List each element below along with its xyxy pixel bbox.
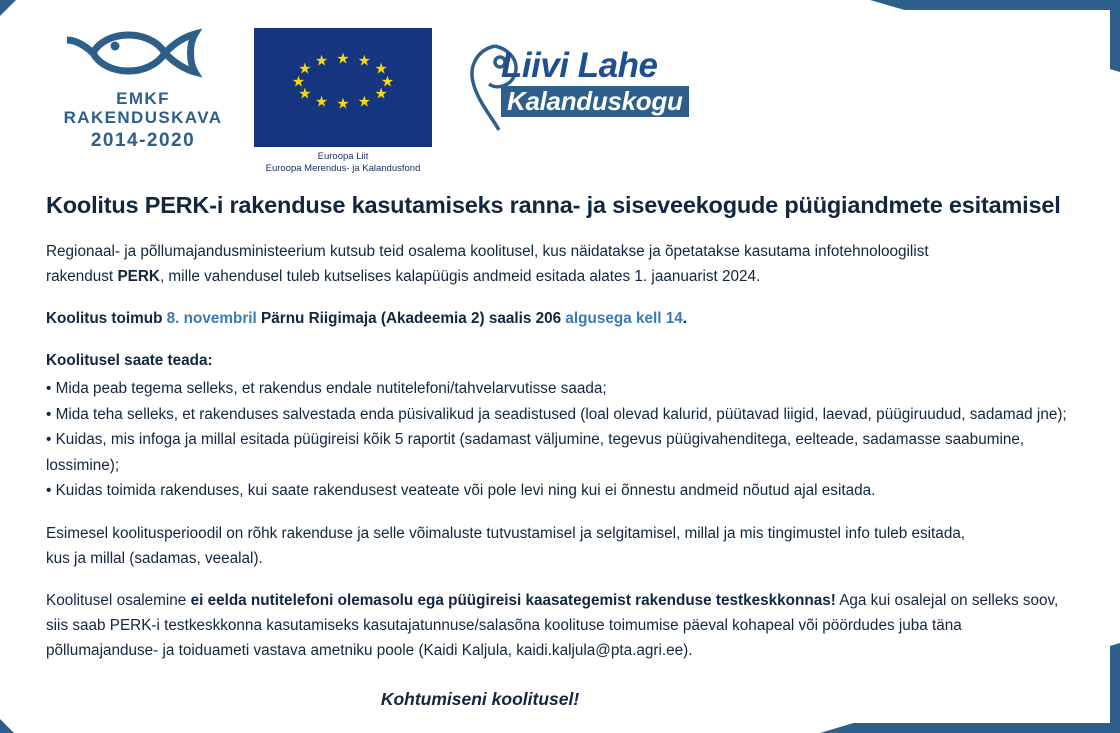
intro-line-2-pre: rakendust [46,268,118,285]
event-details [46,306,1074,331]
intro-paragraph [46,239,1074,289]
logo-strip [10,10,1110,192]
closing-line: Kohtumiseni koolitusel! [380,688,580,709]
liivi-logo-text [501,48,689,117]
event-date: 8. novembril [166,310,257,327]
list-item: • Mida teha selleks, et rakenduses salvestada enda püsivalikud ja seadistused (loal olevad kalurid, püütavad liigid, laevad, püügiruudud, sadamad jne); [46,405,1067,423]
first-period-line-1: Esimesel koolitusperioodil on rõhk rakenduse ja selle võimaluste tutvustamisel ja selgitamisel, millal ja mis tingimustel info tuleb esitada, [46,524,966,542]
event-time: algusega kell 14 [565,310,683,327]
participation-line-2: siis saab PERK-i testkeskkonna kasutamiseks kasutajatunnuse/salasõna koolituse toimumise päeval kohapeal või pöördudes juba täna [46,616,962,634]
eu-flag-icon: ★ ★ ★ ★ ★ ★ ★ ★ ★ ★ ★ ★ [254,28,432,147]
list-item: • Kuidas toimida rakenduses, kui saate rakendusest veateate või pole levi ning kui ei õnnestu andmeid nõutud ajal esitada. [46,482,876,499]
liivi-lahe-logo [465,34,695,144]
intro-line-2-post: , mille vahendusel tuleb kutselises kalapüügis andmeid esitada alates 1. jaanuarist 2024. [159,268,761,285]
emkf-line1: EMKF [116,89,170,108]
event-end-punct: . [682,310,688,327]
liivi-line1: Liivi Lahe [501,46,658,85]
first-period-paragraph [46,521,1074,571]
emkf-years: 2014-2020 [90,130,196,151]
eu-caption-line1: Euroopa Liit [317,151,369,162]
page-title: Koolitus PERK-i rakenduse kasutamiseks ranna- ja siseveekogude püügiandmete esitamisel [46,192,1061,218]
emkf-logo-text [48,89,238,127]
emkf-line2: RAKENDUSKAVA [63,108,223,127]
event-place: Pärnu Riigimaja (Akadeemia 2) saalis 206 [261,310,562,327]
liivi-line2: Kalanduskogu [501,86,689,117]
topics-heading: Koolitusel saate teada: [46,352,213,369]
perk-keyword: PERK [117,268,160,285]
fish-icon [48,22,238,84]
topics-block [46,348,1074,504]
participation-highlight: ei eelda nutitelefoni olemasolu ega püügireisi kaasategemist rakenduse testkeskkonnas! [190,591,836,609]
list-item: • Mida peab tegema selleks, et rakendus endale nutitelefoni/tahvelarvutisse saada; [46,380,607,397]
list-item: • Kuidas, mis infoga ja millal esitada püügireisi kõik 5 raportit (sadamast väljumine, tegevus püügivahenditega, eelteade, sadamasse saabumine, lossimine); [46,431,1025,474]
participation-line-1-pre: Koolitusel osalemine [46,591,191,609]
eu-logo [238,28,448,175]
poster-content [10,192,1110,710]
eu-logo-caption [238,151,448,175]
poster-inner [10,10,1110,723]
emkf-logo [48,22,238,152]
participation-line-3: põllumajanduse- ja toiduameti vastava ametniku poole (Kaidi Kaljula, kaidi.kaljula@pta.agri.ee). [46,641,693,659]
intro-line-1: Regionaal- ja põllumajandusministeerium kutsub teid osalema koolitusel, kus näidatakse ja õpetatakse kasutama infotehnoloogilist [46,243,929,260]
eu-caption-line2: Euroopa Merendus- ja Kalandusfond [265,163,421,174]
first-period-line-2: kus ja millal (sadamas, veealal). [46,549,263,567]
participation-line-1-post: Aga kui osalejal on selleks soov, [835,591,1059,609]
event-label: Koolitus toimub [46,310,163,327]
participation-paragraph [46,588,1074,663]
